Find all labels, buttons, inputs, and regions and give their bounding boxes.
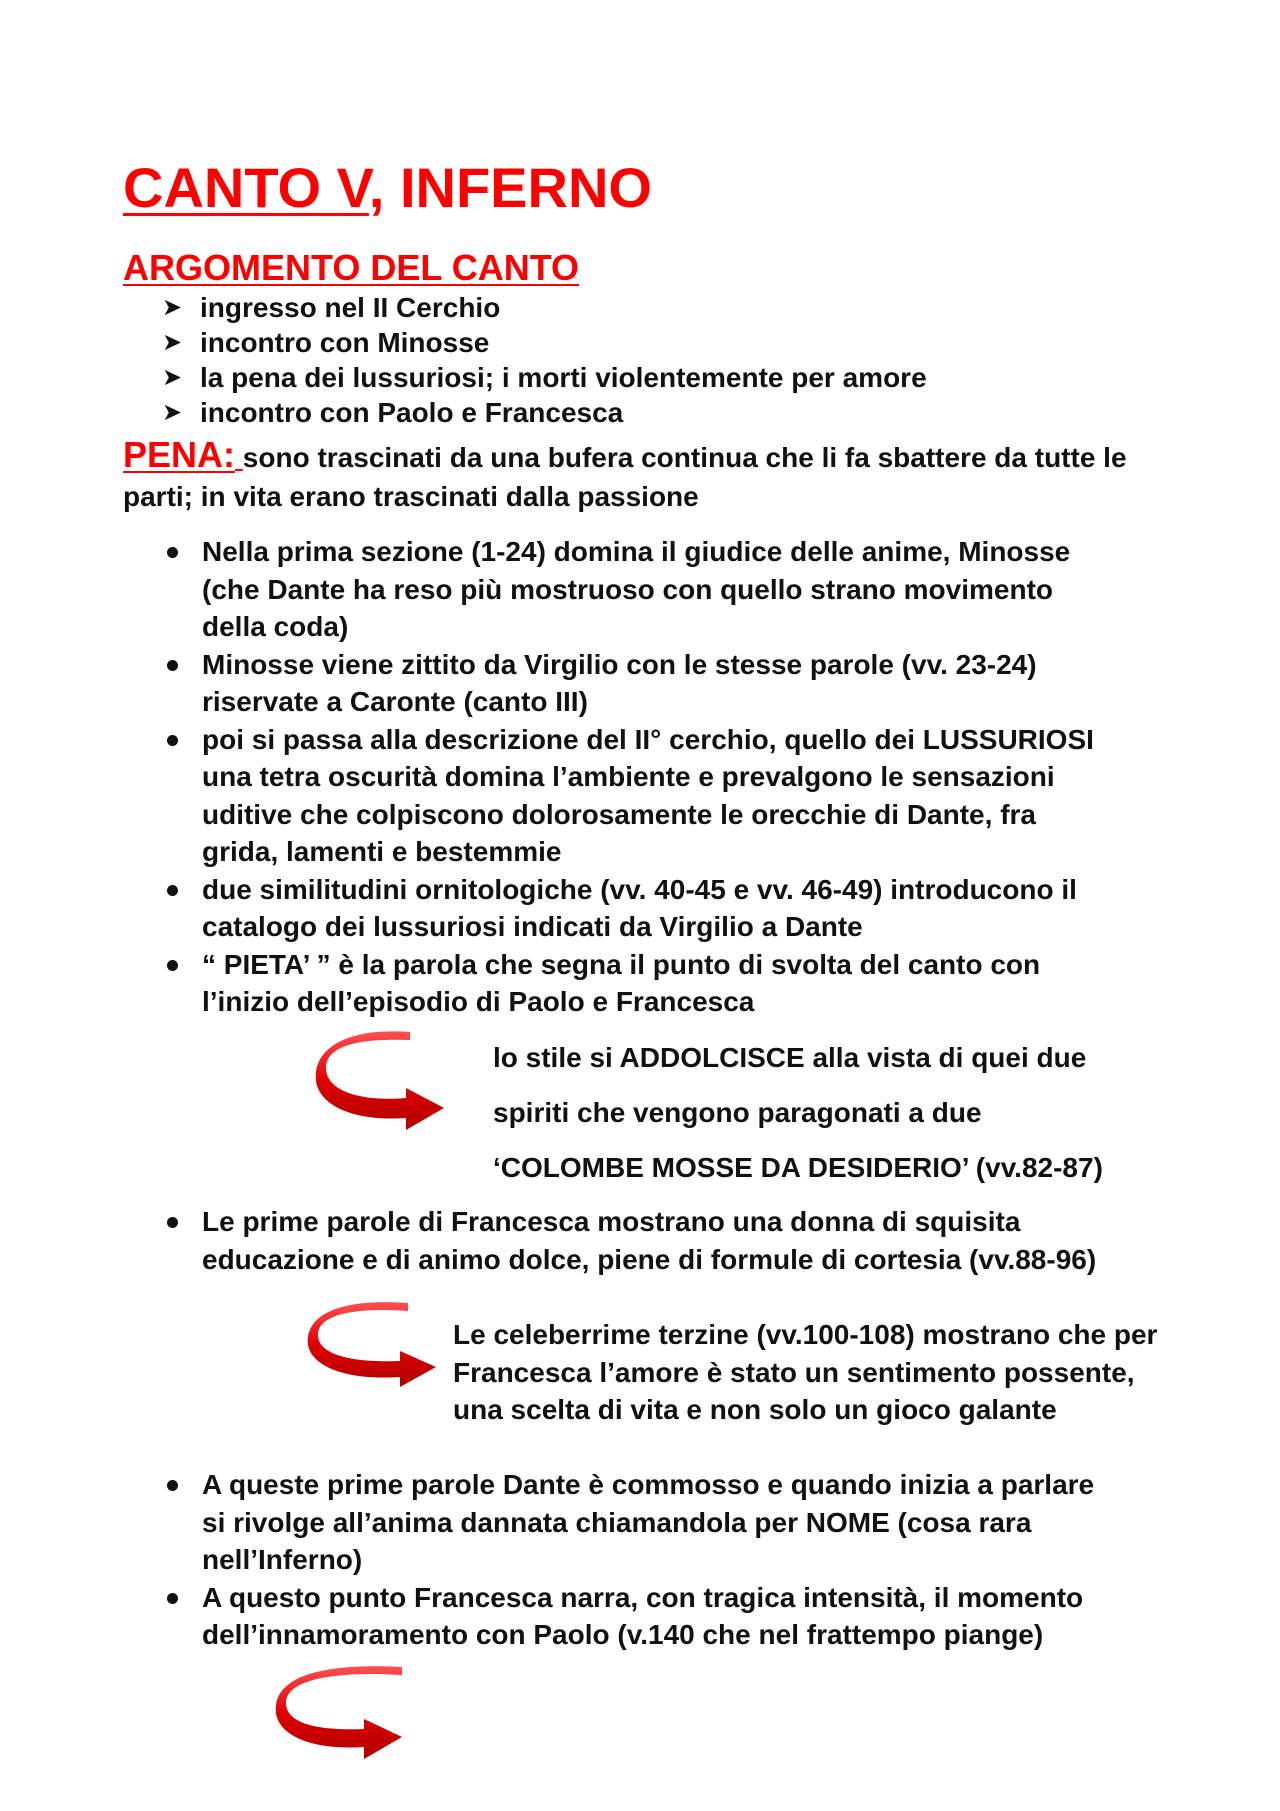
arrowhead-bullet-icon: ➤ (162, 329, 183, 356)
bullet-dot-icon (167, 660, 178, 671)
arrowhead-bullet-icon: ➤ (162, 294, 183, 321)
argomento-item: ➤ ingresso nel II Cerchio (162, 292, 501, 323)
bullet-dot-icon (167, 885, 178, 896)
list-item: due similitudini ornitologiche (vv. 40-45 e vv. 46-49) introducono il catalogo dei lussuriosi indicati da Virgilio a Dante (123, 871, 1113, 946)
bullet-dot-icon (167, 547, 178, 558)
analysis-list (123, 533, 1113, 1021)
argomento-item: ➤ la pena dei lussuriosi; i morti violentemente per amore (162, 362, 927, 393)
title-inferno: , INFERNO (368, 156, 652, 219)
list-item: Le prime parole di Francesca mostrano una donna di squisita educazione e di animo dolce, piene di formule di cortesia (vv.88-96) (123, 1203, 1113, 1278)
note-terzine: Le celeberrime terzine (vv.100-108) mostrano che per Francesca l’amore è stato un sentimento possente, una scelta di vita e non solo un gioco galante (453, 1319, 1158, 1425)
section-heading-argomento: ARGOMENTO DEL CANTO (123, 247, 580, 288)
curved-arrow-icon (318, 1032, 448, 1132)
bullet-dot-icon (167, 1217, 178, 1228)
list-item: A questo punto Francesca narra, con tragica intensità, il momento dell’innamoramento con Paolo (v.140 che nel frattempo piange) (123, 1579, 1113, 1654)
arrowhead-bullet-icon: ➤ (162, 399, 183, 426)
pena-paragraph (123, 435, 1163, 516)
analysis-list-2 (123, 1203, 1113, 1278)
bullet-dot-icon (167, 735, 178, 746)
note-line: ‘COLOMBE MOSSE DA DESIDERIO’ (vv.82-87) (493, 1152, 1103, 1183)
note-line: spiriti che vengono paragonati a due (493, 1097, 982, 1128)
note-addolcisce (493, 1030, 1103, 1195)
bullet-dot-icon (167, 1593, 178, 1604)
list-item: poi si passa alla descrizione del II° cerchio, quello dei LUSSURIOSI una tetra oscurità domina l’ambiente e prevalgono le sensazioni uditive che colpiscono dolorosamente le orecchie di Dante, fra grida, lamenti e bestemmie (123, 721, 1113, 871)
title-canto: CANTO V (123, 156, 369, 219)
arrowhead-bullet-icon: ➤ (162, 364, 183, 391)
analysis-list-3 (123, 1466, 1113, 1654)
curved-arrow-icon (276, 1667, 406, 1763)
list-item: A queste prime parole Dante è commosso e quando inizia a parlare si rivolge all’anima dannata chiamandola per NOME (cosa rara nell’Inferno) (123, 1466, 1113, 1579)
bullet-dot-icon (167, 960, 178, 971)
list-item: “ PIETA’ ” è la parola che segna il punto di svolta del canto con l’inizio dell’episodio di Paolo e Francesca (123, 946, 1113, 1021)
argomento-item: ➤ incontro con Minosse (162, 327, 490, 358)
argomento-list (162, 290, 927, 430)
list-item: Nella prima sezione (1-24) domina il giudice delle anime, Minosse (che Dante ha reso più mostruoso con quello strano movimento della coda) (123, 533, 1113, 646)
note-line: lo stile si ADDOLCISCE alla vista di quei due (493, 1042, 1087, 1073)
pena-text: sono trascinati da una bufera continua che li fa sbattere da tutte le parti; in vita erano trascinati dalla passione (123, 442, 1127, 512)
pena-label: PENA: (123, 434, 236, 475)
argomento-item: ➤ incontro con Paolo e Francesca (162, 397, 624, 428)
page-title (123, 152, 652, 224)
list-item: Minosse viene zittito da Virgilio con le stesse parole (vv. 23-24) riservate a Caronte (canto III) (123, 646, 1113, 721)
curved-arrow-icon (308, 1303, 438, 1393)
bullet-dot-icon (167, 1480, 178, 1491)
